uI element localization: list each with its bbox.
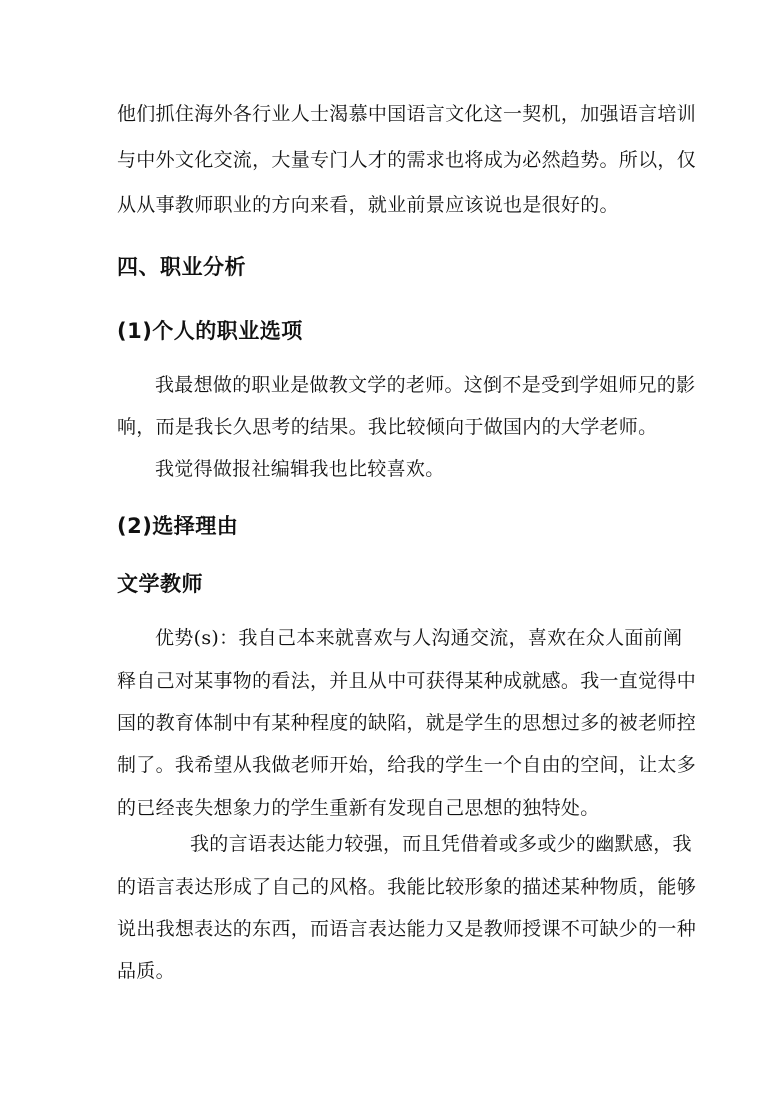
sub2-para2-line-1: 我的言语表达能力较强，而且凭借着或多或少的幽默感，我 — [190, 833, 692, 855]
sub2-para1-line-5: 的已经丧失想象力的学生重新有发现自己思想的独特处。 — [117, 797, 600, 819]
sub2-para2-line-3: 说出我想表达的东西，而语言表达能力又是教师授课不可缺少的一种 — [117, 918, 697, 940]
sub2-para1-line-2: 释自己对某事物的看法，并且从中可获得某种成就感。我一直觉得中 — [117, 670, 697, 692]
intro-line-3: 从从事教师职业的方向来看，就业前景应该说也是很好的。 — [117, 194, 619, 216]
sub1-para2: 我觉得做报社编辑我也比较喜欢。 — [155, 458, 445, 480]
section-4-heading: 四、职业分析 — [117, 255, 246, 279]
sub1-para1-line-1: 我最想做的职业是做教文学的老师。这倒不是受到学姐师兄的影 — [155, 374, 696, 396]
subsection-1-heading: (1)个人的职业选项 — [117, 319, 303, 343]
sub2-para1-line-4: 制了。我希望从我做老师开始，给我的学生一个自由的空间，让太多 — [117, 754, 697, 776]
subsection-2-heading: (2)选择理由 — [117, 514, 239, 538]
intro-line-1: 他们抓住海外各行业人士渴慕中国语言文化这一契机，加强语言培训 — [117, 103, 697, 125]
sub2-para1-line-1: 优势(s)：我自己本来就喜欢与人沟通交流，喜欢在众人面前阐 — [155, 627, 683, 649]
intro-line-2: 与中外文化交流，大量专门人才的需求也将成为必然趋势。所以，仅 — [117, 149, 697, 171]
sub2-para2-line-2: 的语言表达形成了自己的风格。我能比较形象的描述某种物质，能够 — [117, 876, 697, 898]
literature-teacher-heading: 文学教师 — [117, 572, 203, 596]
sub2-para1-line-3: 国的教育体制中有某种程度的缺陷，就是学生的思想过多的被老师控 — [117, 712, 697, 734]
sub1-para1-line-2: 响，而是我长久思考的结果。我比较倾向于做国内的大学老师。 — [117, 416, 658, 438]
sub2-para2-line-4: 品质。 — [117, 960, 175, 982]
